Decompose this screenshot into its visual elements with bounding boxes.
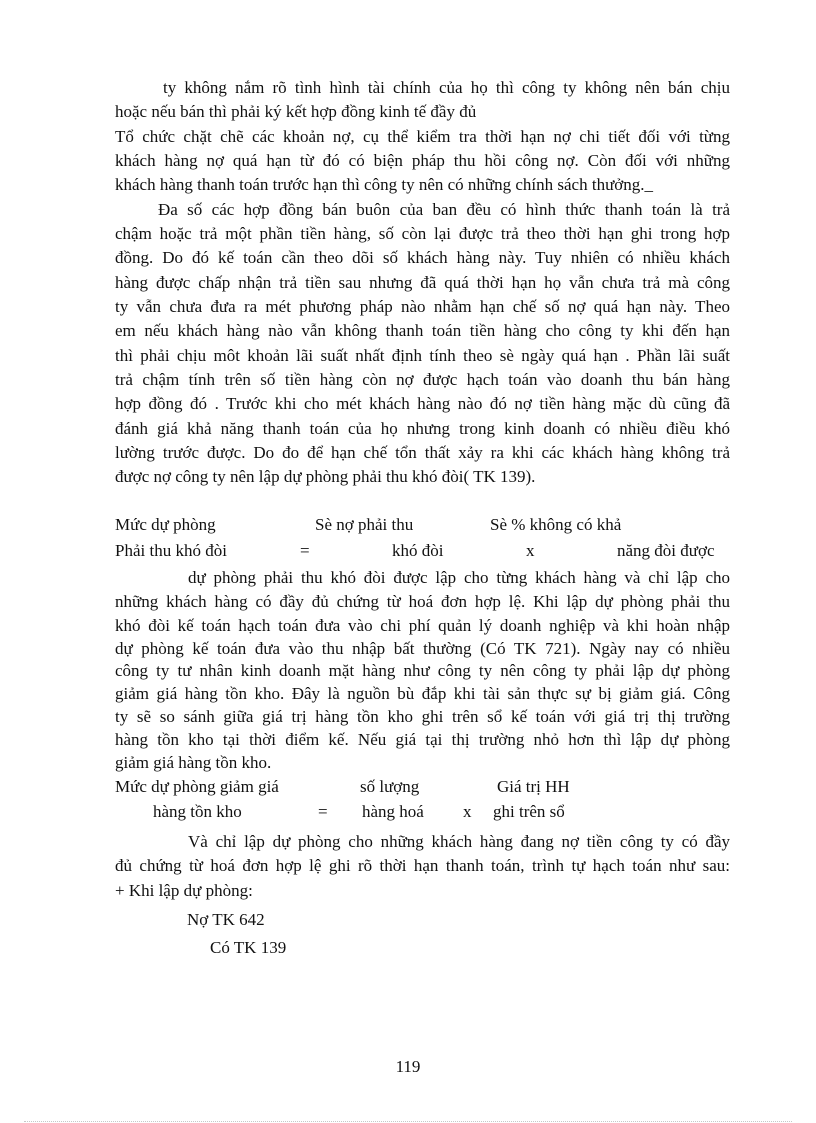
text-line: chậm hoặc trả một phần tiền hàng, số còn lại được trả theo thời hạn ghi trong hợp (115, 224, 730, 243)
text-line: Và chỉ lập dự phòng cho những khách hàng đang nợ tiền công ty có đầy (188, 832, 730, 851)
text-line: trả chậm tính trên số tiền hàng còn nợ được hạch toán vào doanh thu bán hàng (115, 370, 730, 389)
text-line: Đa số các hợp đồng bán buôn của ban đều có hình thức thanh toán là trả (158, 200, 730, 219)
formula-cell: năng đòi được (617, 541, 715, 560)
page-edge-divider (24, 1121, 792, 1122)
page-number: 119 (395, 1057, 421, 1076)
formula-cell: Phải thu khó đòi (115, 541, 227, 560)
text-line: hợp đồng đó . Trước khi cho mét khách hàng nào đó nợ tiền hàng mặc dù cũng đã (115, 394, 730, 413)
entry-debit: Nợ TK 642 (187, 910, 265, 929)
formula-cell: Sè % không có khả (490, 515, 622, 534)
text-line: ty không nắm rõ tình hình tài chính của họ thì công ty không nên bán chịu (163, 78, 730, 97)
text-line: khó đòi kế toán hạch toán đưa vào chi phí quản lý doanh nghiệp và khi hoàn nhập (115, 616, 730, 635)
text-line: lường trước được. Do đo để hạn chế tổn thất xảy ra khi các khách hàng không trả (115, 443, 730, 462)
entry-heading: + Khi lập dự phòng: (115, 881, 253, 900)
formula-cell: hàng tồn kho (153, 802, 242, 821)
formula-cell: khó đòi (392, 541, 444, 560)
text-line: khách hàng nợ quá hạn từ đó có biện pháp thu hồi công nợ. Còn đối với những (115, 151, 730, 170)
text-line: thì phải chịu môt khoản lãi suất nhất định tính theo sè ngày quá hạn . Phần lãi suất (115, 346, 730, 365)
text-line: đánh giá khả năng thanh toán của họ nhưng trong kinh doanh có nhiều điều khó (115, 419, 730, 438)
formula-cell: hàng hoá (362, 802, 424, 821)
formula-cell: Mức dự phòng giảm giá (115, 777, 279, 796)
entry-credit: Có TK 139 (210, 938, 287, 957)
text-line: Tổ chức chặt chẽ các khoản nợ, cụ thể kiểm tra thời hạn nợ chi tiết đối với từng (115, 127, 730, 146)
formula-cell: ghi trên sổ (493, 802, 565, 821)
formula-cell: x (463, 802, 472, 821)
formula-cell: = (318, 802, 328, 821)
text-line: dự phòng phải thu khó đòi được lập cho từng khách hàng và chỉ lập cho (188, 568, 730, 587)
text-line: giảm giá hàng tồn kho. Đây là nguồn bù đắp khi tài sản thực sự bị giảm giá. Công (115, 684, 730, 703)
formula-cell: = (300, 541, 310, 560)
text-line: hoặc nếu bán thì phải ký kết hợp đồng kinh tế đầy đủ (115, 102, 477, 121)
formula-cell: Sè nợ phải thu (315, 515, 414, 534)
text-line: những khách hàng có đầy đủ chứng từ hoá đơn hợp lệ. Khi lập dự phòng phải thu (115, 592, 730, 611)
text-line: được nợ công ty nên lập dự phòng phải thu khó đòi( TK 139). (115, 467, 536, 486)
text-line: công ty tư nhân kinh doanh mặt hàng như công ty nên công ty phải lập dự phòng (115, 661, 730, 680)
text-line: khách hàng thanh toán trước hạn thì công ty nên có những chính sách thưởng._ (115, 175, 654, 194)
text-line: giảm giá hàng tồn kho. (115, 753, 272, 772)
formula-cell: x (526, 541, 535, 560)
text-line: đồng. Do đó kế toán cần theo dõi số khách hàng này. Tuy nhiên có nhiều khách (115, 248, 730, 267)
text-line: hàng được chấp nhận trả tiền sau nhưng đã quá thời hạn họ vẫn chưa trả mà công (115, 273, 730, 292)
formula-cell: Giá trị HH (497, 777, 570, 796)
text-line: đủ chứng từ hoá đơn hợp lệ ghi rõ thời hạn thanh toán, trình tự hạch toán như sau: (115, 856, 730, 875)
text-line: ty vẫn chưa đưa ra mét phương pháp nào nhằm hạn chế số nợ quá hạn này. Theo (115, 297, 730, 316)
formula-cell: số lượng (360, 777, 420, 796)
formula-cell: Mức dự phòng (115, 515, 216, 534)
text-line: dự phòng kế toán đưa vào thu nhập bất thường (Có TK 721). Ngày nay có nhiều (115, 639, 730, 658)
text-line: hàng tồn kho tại thời điểm kế. Nếu giá tại thị trường nhỏ hơn thì lập dự phòng (115, 730, 730, 749)
text-line: ty sẽ so sánh giữa giá trị hàng tồn kho ghi trên sổ kế toán với giá trị thị trường (115, 707, 730, 726)
text-line: em nếu khách hàng nào vẫn không thanh toán tiền hàng cho công ty khi đến hạn (115, 321, 730, 340)
